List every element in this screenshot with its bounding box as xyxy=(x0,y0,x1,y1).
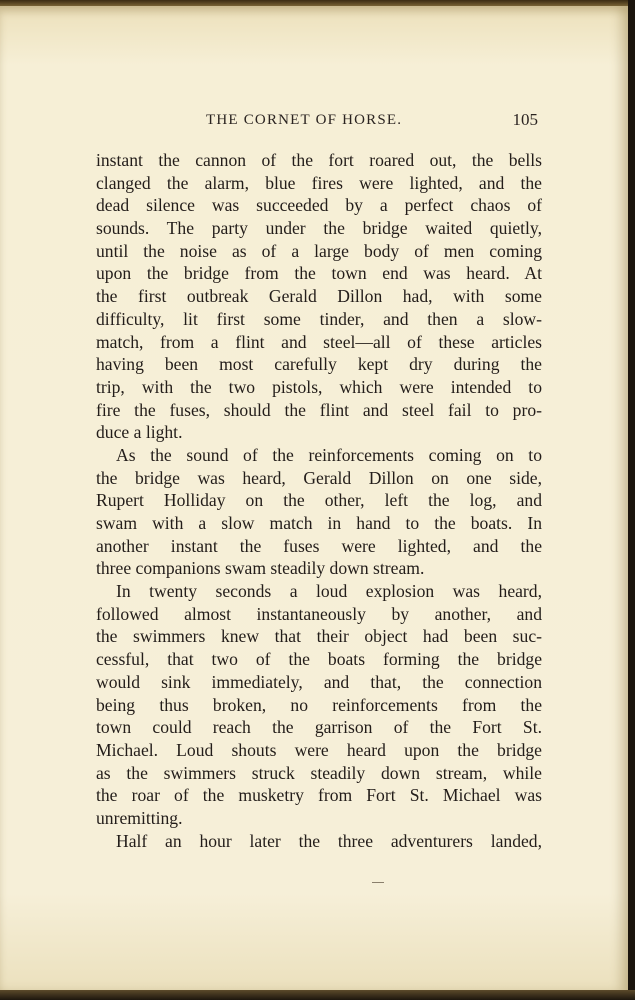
body-text xyxy=(96,149,542,852)
text-line: followed almost instantaneously by another, and xyxy=(96,603,542,624)
text-line: match, from a flint and steel—all of these articles xyxy=(96,331,542,352)
text-line: town could reach the garrison of the Fort St. xyxy=(96,717,542,738)
text-line: fire the fuses, should the flint and steel fail to pro- xyxy=(96,399,542,420)
text-line: Half an hour later the three adventurers landed, xyxy=(116,830,542,851)
text-line: the first outbreak Gerald Dillon had, with some xyxy=(96,286,542,307)
text-line: being thus broken, no reinforcements from the xyxy=(96,694,542,715)
text-line: duce a light. xyxy=(96,422,183,443)
page-bottom-edge xyxy=(0,990,635,1000)
text-line: difficulty, lit first some tinder, and then a slow- xyxy=(96,308,542,329)
running-title: THE CORNET OF HORSE. xyxy=(206,112,403,128)
page-number: 105 xyxy=(512,110,538,129)
text-line: the bridge was heard, Gerald Dillon on one side, xyxy=(96,467,542,488)
book-spine-edge xyxy=(628,0,635,1000)
text-line: swam with a slow match in hand to the boats. In xyxy=(96,513,542,533)
text-line: dead silence was succeeded by a perfect chaos of xyxy=(96,195,542,216)
text-line: another instant the fuses were lighted, and the xyxy=(96,535,542,556)
text-line: cessful, that two of the boats forming the bridge xyxy=(96,649,542,670)
text-line: As the sound of the reinforcements coming on to xyxy=(116,444,542,465)
text-line: upon the bridge from the town end was heard. At xyxy=(96,263,542,284)
text-line: In twenty seconds a loud explosion was heard, xyxy=(116,581,542,602)
text-line: unremitting. xyxy=(96,807,183,828)
text-line: instant the cannon of the fort roared out, the bells xyxy=(96,150,542,170)
book-page xyxy=(0,6,628,992)
text-line: the roar of the musketry from Fort St. Michael was xyxy=(96,785,542,806)
text-line: three companions swam steadily down stream. xyxy=(96,558,425,579)
text-line: until the noise as of a large body of men coming xyxy=(96,240,542,261)
text-line: trip, with the two pistols, which were intended to xyxy=(96,376,542,397)
running-head xyxy=(96,110,542,134)
text-line: Rupert Holliday on the other, left the log, and xyxy=(96,490,542,511)
footer-mark xyxy=(372,882,384,883)
text-line: as the swimmers struck steadily down stream, while xyxy=(96,762,542,783)
text-line: sounds. The party under the bridge waited quietly, xyxy=(96,218,542,239)
text-line: Michael. Loud shouts were heard upon the bridge xyxy=(96,739,542,760)
text-line: clanged the alarm, blue fires were lighted, and the xyxy=(96,172,542,193)
text-line: having been most carefully kept dry during the xyxy=(96,354,542,375)
text-line: the swimmers knew that their object had been suc- xyxy=(96,626,542,647)
text-line: would sink immediately, and that, the connection xyxy=(96,671,542,692)
